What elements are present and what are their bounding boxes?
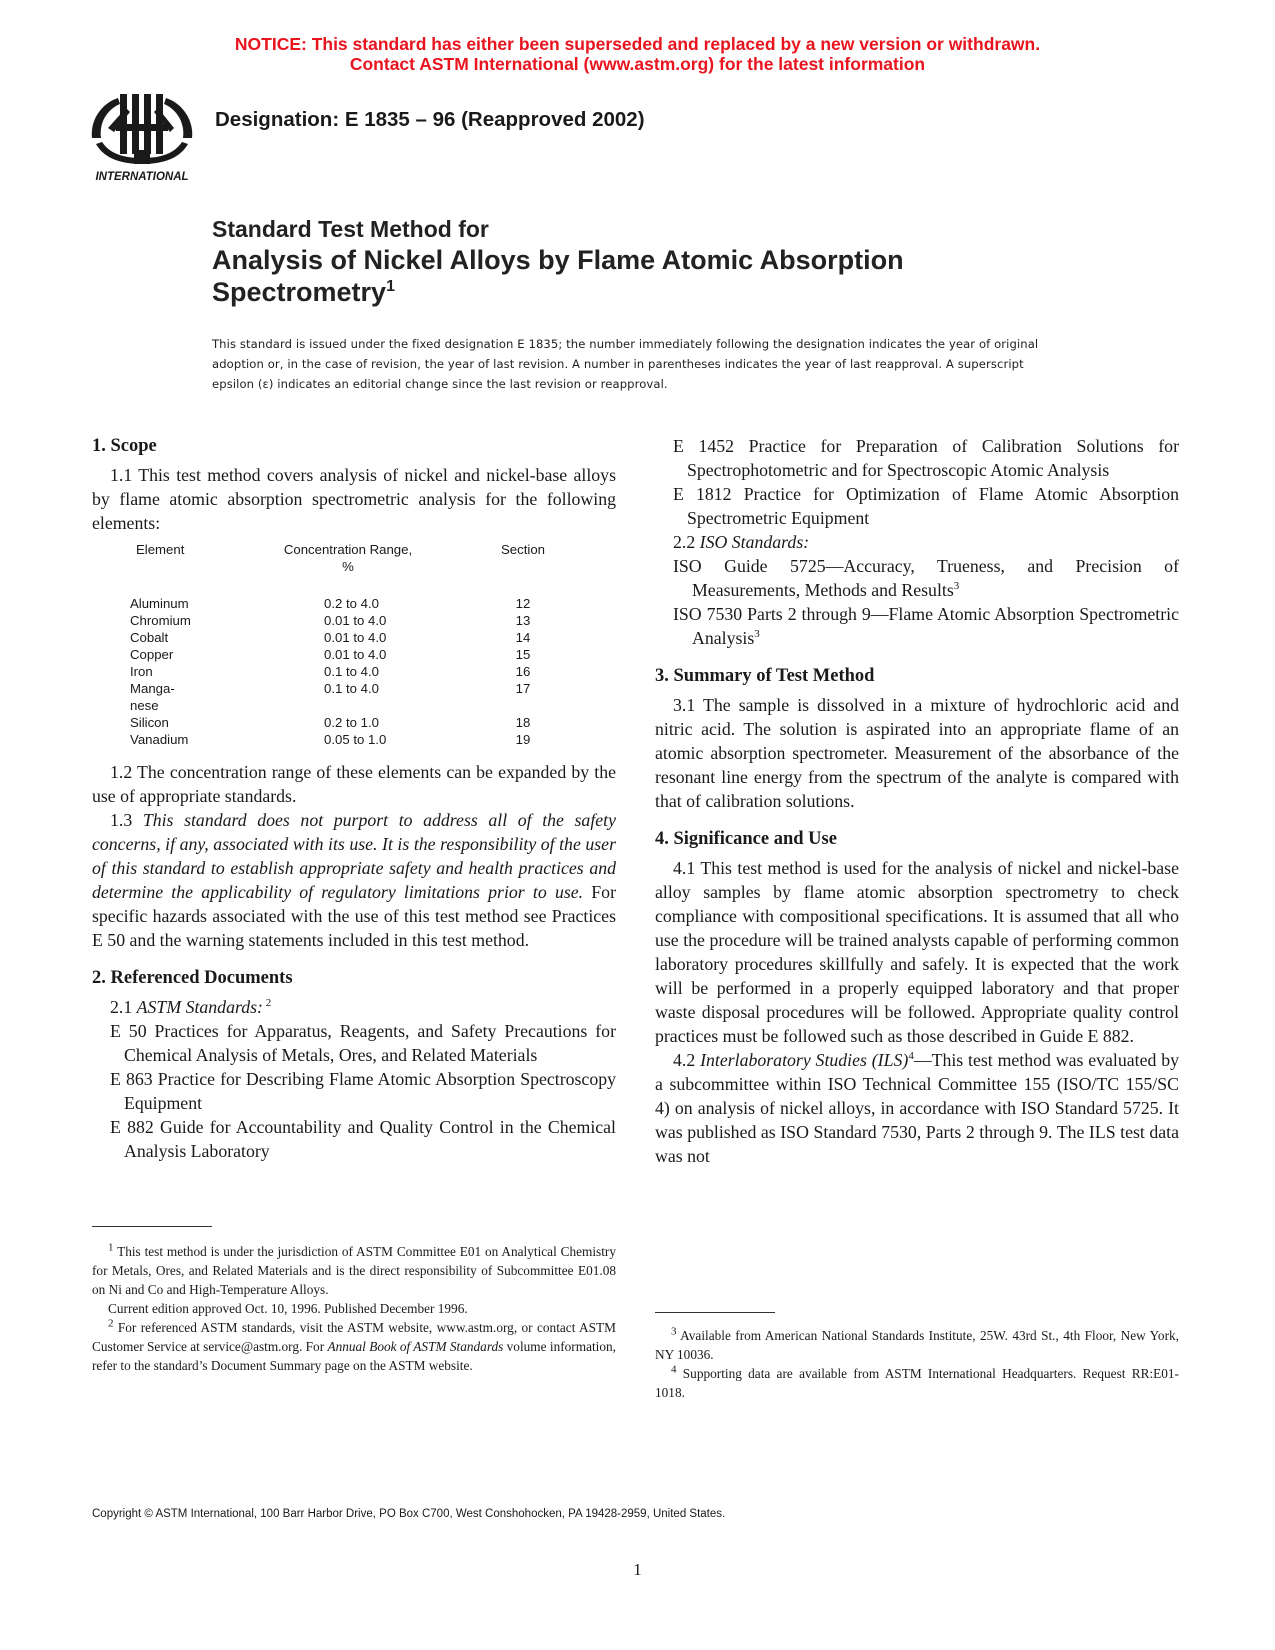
footnote-ref: 4: [908, 1050, 914, 1063]
table-cell: Chromium: [130, 613, 191, 628]
footnote: [92, 1318, 616, 1375]
table-cell: 16: [515, 664, 531, 679]
table-cell: Silicon: [130, 715, 169, 730]
footnote-mark: 3: [671, 1325, 677, 1338]
section-heading: 1. Scope: [92, 436, 157, 456]
table-cell: 0.2 to 4.0: [324, 596, 379, 611]
table-row: [130, 646, 578, 663]
table-cell: 0.01 to 4.0: [324, 613, 387, 628]
table-cell: 19: [515, 732, 531, 747]
paragraph: [655, 1048, 1179, 1168]
footnote-text: Available from American National Standards Institute, 25W. 43rd St., 4th Floor, New York, NY 10036.: [655, 1328, 1179, 1362]
paragraph-number: 4.2: [673, 1050, 701, 1070]
reference-item: [673, 554, 1179, 602]
title-line-3-text: Spectrometry: [212, 277, 387, 307]
table-cell: 0.1 to 4.0: [324, 664, 379, 679]
table-cell: 15: [515, 647, 531, 662]
paragraph: 1.1 This test method covers analysis of nickel and nickel-base alloys by flame atomic absorption spectrometric analysis for the following elements:: [92, 465, 616, 533]
table-header: [228, 541, 468, 575]
table-row: [130, 680, 578, 714]
designation: Designation: E 1835 – 96 (Reapproved 2002): [215, 108, 645, 131]
table-cell: Copper: [130, 647, 174, 662]
footnote-mark: 4: [671, 1363, 677, 1376]
reference-item: E 1812 Practice for Optimization of Flame Atomic Absorption Spectrometric Equipment: [673, 484, 1179, 528]
table-cell: 0.01 to 4.0: [324, 647, 387, 662]
reference-item: E 863 Practice for Describing Flame Atomic Absorption Spectroscopy Equipment: [110, 1069, 616, 1113]
copyright-line: Copyright © ASTM International, 100 Barr Harbor Drive, PO Box C700, West Conshohocken, PA 19428-2959, United States.: [92, 1508, 726, 1520]
subsection-title: ASTM Standards:: [136, 997, 263, 1017]
paragraph-number: 2.2: [673, 532, 700, 552]
footnote-ref: 3: [953, 580, 960, 593]
paragraph: 3.1 The sample is dissolved in a mixture of hydrochloric acid and nitric acid. The solution is aspirated into an appropriate flame of an atomic absorption spectrometer. Measurement of the absorbance of the resonant line energy from the spectrum of the analyte is compared with that of calibration solutions.: [655, 695, 1179, 811]
subsection-label: [655, 530, 1179, 554]
footnote-divider: [92, 1226, 212, 1227]
table-row: [130, 663, 578, 680]
table-cell: 13: [515, 613, 531, 628]
footnotes-left: [92, 1242, 616, 1375]
notice-line-2: Contact ASTM International (www.astm.org) for the latest information: [349, 54, 926, 74]
footnote-ref: 2: [262, 997, 272, 1010]
footnote-text: This test method is under the jurisdiction of ASTM Committee E01 on Analytical Chemistry for Metals, Ores, and Related Materials and is the direct responsibility of Subcommittee E01.08 on Ni and Co and High-Temperature Alloys.: [92, 1244, 616, 1297]
footnote: [655, 1364, 1179, 1402]
reference-item: E 882 Guide for Accountability and Quality Control in the Chemical Analysis Laboratory: [110, 1117, 616, 1161]
elements-table: [130, 541, 578, 748]
footnote: Current edition approved Oct. 10, 1996. Published December 1996.: [108, 1301, 468, 1316]
logo-wordmark: INTERNATIONAL: [95, 171, 189, 183]
footnote-divider: [655, 1312, 775, 1313]
subsection-title: ISO Standards:: [699, 532, 810, 552]
table-cell: Iron: [130, 664, 153, 679]
table-cell: Manga- nese: [130, 681, 175, 713]
table-cell: 0.01 to 4.0: [324, 630, 387, 645]
section-heading: 3. Summary of Test Method: [655, 666, 875, 686]
paragraph-number: 2.1: [110, 997, 137, 1017]
paragraph: 1.2 The concentration range of these elements can be expanded by the use of appropriate standards.: [92, 762, 616, 806]
table-header: Element: [136, 542, 185, 557]
document-title: [212, 214, 904, 308]
footnote-italic: Annual Book of ASTM Standards: [327, 1339, 504, 1354]
table-cell: 0.2 to 1.0: [324, 715, 379, 730]
table-cell: 0.1 to 4.0: [324, 681, 379, 696]
astm-logo-icon: [86, 88, 198, 184]
table-header-line: %: [342, 559, 354, 574]
reference-text: ISO Guide 5725—Accuracy, Trueness, and Precision of Measurements, Methods and Results: [673, 556, 1179, 600]
section-heading: 2. Referenced Documents: [92, 968, 293, 988]
title-line-3: [212, 276, 904, 308]
table-cell: Cobalt: [130, 630, 169, 645]
table-header-row: [130, 541, 578, 575]
withdrawn-notice: [0, 34, 1275, 74]
astm-logo: [86, 88, 198, 184]
footnote-mark: 1: [108, 1241, 114, 1254]
table-row: [130, 612, 578, 629]
title-line-1: Standard Test Method for: [212, 216, 489, 242]
paragraph: 4.1 This test method is used for the analysis of nickel and nickel-base alloy samples by flame atomic absorption spectrometry to check compliance with compositional specifications. It is assumed that all who use the procedure will be trained analysts capable of performing common laboratory procedures skillfully and safely. It is expected that the work will be performed in a properly equipped laboratory and that proper waste disposal procedures will be followed. Appropriate quality control practices must be followed such as those described in Guide E 882.: [655, 858, 1179, 1046]
table-cell: Aluminum: [130, 596, 189, 611]
section-heading: 4. Significance and Use: [655, 829, 837, 849]
table-cell: 18: [515, 715, 531, 730]
footnote: [655, 1326, 1179, 1364]
table-header: Section: [501, 542, 545, 557]
right-column: [655, 434, 1179, 1168]
table-cell: Vanadium: [130, 732, 189, 747]
reference-item: E 1452 Practice for Preparation of Calibration Solutions for Spectrophotometric and for Spectroscopic Atomic Analysis: [673, 436, 1179, 480]
left-column: [92, 434, 616, 1163]
footnote-text: Supporting data are available from ASTM International Headquarters. Request RR:E01-1018.: [655, 1366, 1179, 1400]
table-cell: 14: [515, 630, 531, 645]
table-cell: 17: [515, 681, 531, 696]
paragraph-italic: Interlaboratory Studies (ILS): [700, 1050, 909, 1070]
title-footnote-ref: 1: [386, 278, 395, 295]
paragraph-text: —This test method was evaluated by a subcommittee within ISO Technical Committee 155 (ISO/TC 155/SC 4) on analysis of nickel alloys, in accordance with ISO Standard 5725. It was published as ISO Standard 7530, Parts 2 through 9. The ILS test data was not: [655, 1050, 1180, 1166]
subsection-label: [92, 995, 616, 1019]
footnote: [92, 1242, 616, 1299]
table-cell: 0.05 to 1.0: [324, 732, 387, 747]
paragraph-text: For specific hazards associated with the use of this test method see Practices E 50 and the warning statements included in this test method.: [92, 882, 616, 950]
safety-caveat: This standard does not purport to address all of the safety concerns, if any, associated with its use. It is the responsibility of the user of this standard to establish appropriate safety and health practices and determine the applicability of regulatory limitations prior to use.: [92, 810, 616, 902]
footnotes-right: [655, 1326, 1179, 1402]
reference-text: ISO 7530 Parts 2 through 9—Flame Atomic Absorption Spectrometric Analysis: [673, 604, 1179, 648]
table-row: [130, 714, 578, 731]
table-row: [130, 731, 578, 748]
notice-line-1: NOTICE: This standard has either been superseded and replaced by a new version or withdrawn.: [234, 34, 1041, 54]
table-row: [130, 629, 578, 646]
footnote-text: volume information, refer to the standard’s Document Summary page on the ASTM website.: [92, 1339, 616, 1373]
footnote-text: For referenced ASTM standards, visit the ASTM website, www.astm.org, or contact ASTM Customer Service at service@astm.org. For: [92, 1320, 616, 1354]
table-header-line: Concentration Range,: [283, 542, 413, 557]
paragraph-number: 1.3: [110, 810, 143, 830]
table-row: [130, 595, 578, 612]
issuance-note: This standard is issued under the fixed designation E 1835; the number immediately following the designation indicates the year of original adoption or, in the case of revision, the year of last revision. A number in parentheses indicates the year of last reapproval. A superscript epsilon (ε) indicates an editorial change since the last revision or reapproval.: [212, 337, 1039, 391]
safety-paragraph: [92, 808, 616, 952]
footnote-ref: 3: [754, 628, 760, 641]
table-cell: 12: [515, 596, 531, 611]
title-line-2: Analysis of Nickel Alloys by Flame Atomic Absorption: [212, 245, 904, 275]
reference-item: E 50 Practices for Apparatus, Reagents, and Safety Precautions for Chemical Analysis of Metals, Ores, and Related Materials: [110, 1021, 616, 1065]
reference-item: [673, 602, 1179, 650]
page-number: 1: [633, 1560, 642, 1579]
footnote-mark: 2: [108, 1317, 114, 1330]
